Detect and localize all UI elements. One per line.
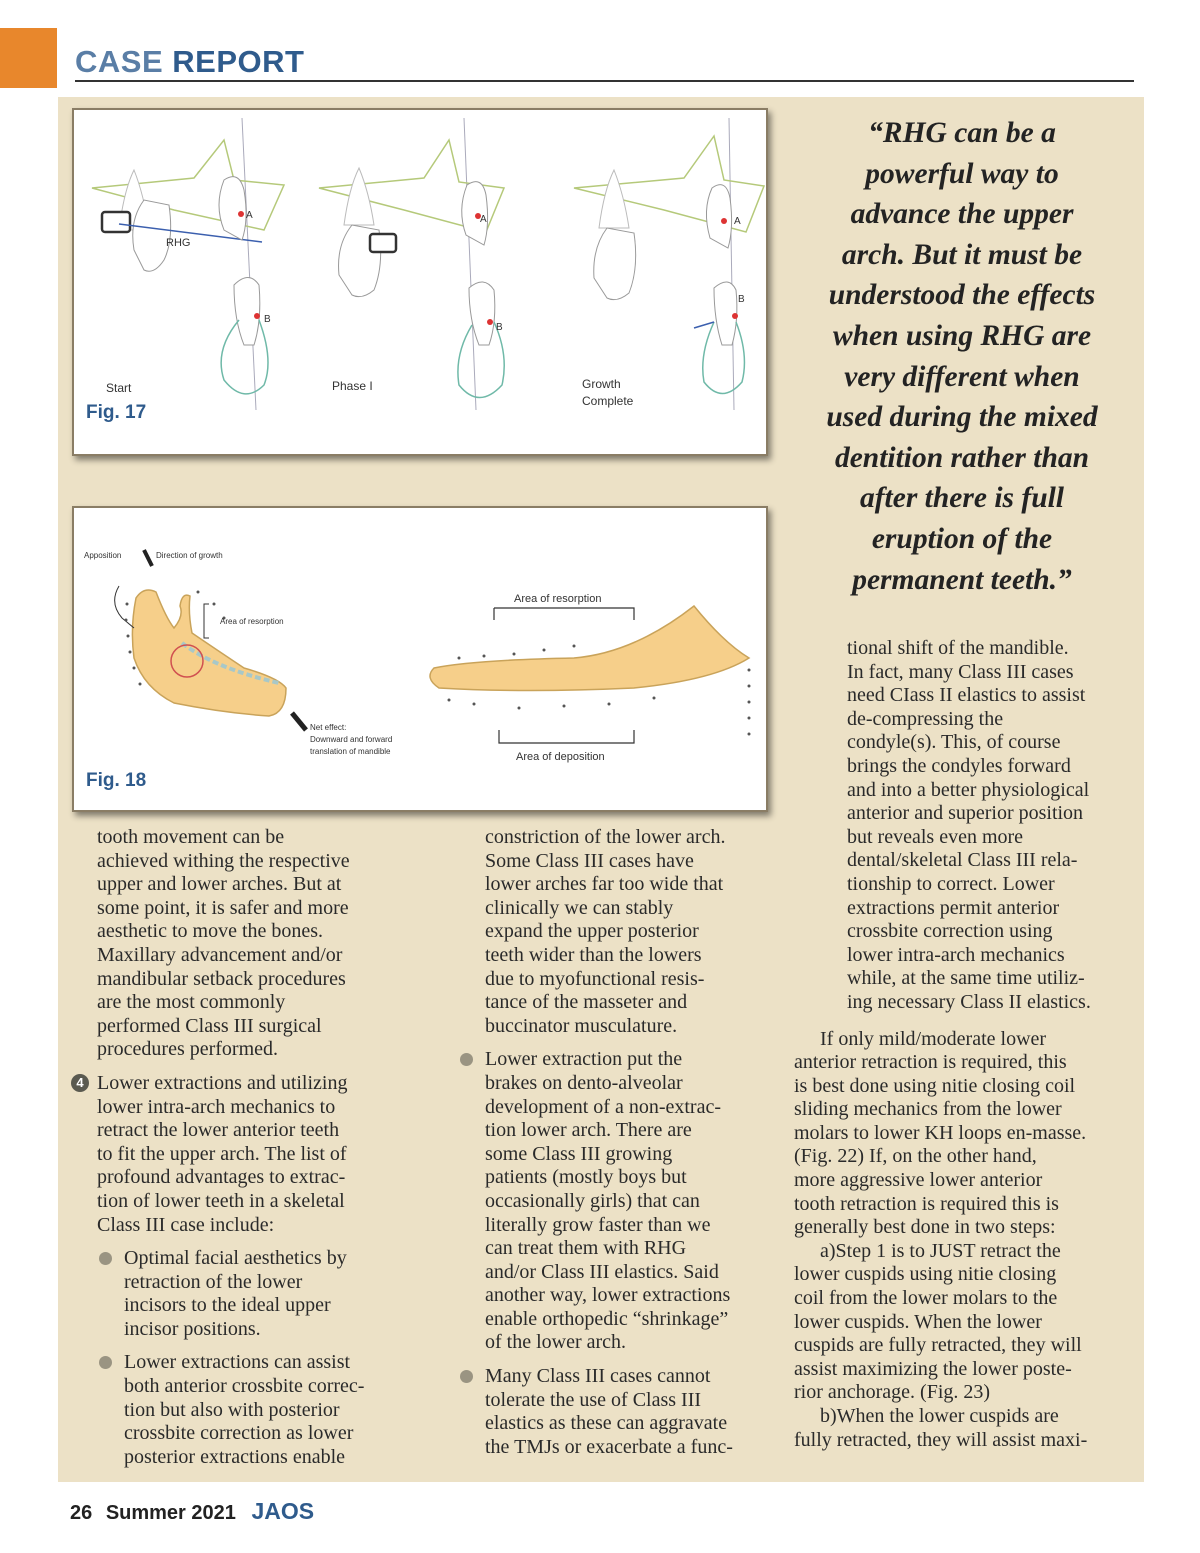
text-line: Many Class III cases cannot bbox=[485, 1365, 711, 1388]
text-line: lower intra-arch mechanics to bbox=[97, 1095, 336, 1118]
text-line: de-compressing the bbox=[847, 707, 1004, 730]
bullet-dot bbox=[99, 1252, 112, 1265]
text-line: tooth movement can be bbox=[97, 826, 285, 848]
text-line: buccinator musculature. bbox=[485, 1014, 678, 1037]
column-1 bbox=[76, 826, 417, 1469]
text-line: extractions permit anterior bbox=[847, 896, 1060, 919]
text-line: some point, it is safer and more bbox=[97, 896, 349, 919]
rhg-label: RHG bbox=[166, 237, 191, 249]
text-line: Class III case include: bbox=[97, 1213, 275, 1236]
quote-line: very different when bbox=[844, 360, 1080, 393]
text-line: molars to lower KH loops en-masse. bbox=[794, 1121, 1087, 1144]
text-line: and into a better physiological bbox=[847, 778, 1090, 801]
text-line: performed Class III surgical bbox=[97, 1014, 322, 1037]
text-line: anterior and superior position bbox=[847, 802, 1084, 825]
text-line: (Fig. 22) If, on the other hand, bbox=[794, 1145, 1037, 1168]
point-a-label: A bbox=[734, 216, 741, 227]
column-2 bbox=[485, 826, 775, 1459]
quote-line: “RHG can be a bbox=[868, 117, 1056, 149]
quote-line: dentition rather than bbox=[834, 441, 1090, 474]
text-line: crossbite correction using bbox=[847, 920, 1053, 943]
col2-paragraph bbox=[485, 826, 775, 1038]
text-line: literally grow faster than we bbox=[485, 1213, 711, 1236]
text-line: but reveals even more bbox=[847, 825, 1024, 848]
text-line: tooth retraction is required this is bbox=[794, 1192, 1059, 1215]
col3-paragraph bbox=[794, 637, 1139, 1015]
text-line: tance of the masseter and bbox=[485, 991, 688, 1014]
text-line: another way, lower extractions bbox=[485, 1284, 731, 1307]
text-line: tionship to correct. Lower bbox=[847, 872, 1055, 895]
text-line: tion but also with posterior bbox=[124, 1398, 340, 1421]
quote-line: understood the effects bbox=[828, 279, 1096, 312]
numbered-item-4 bbox=[76, 1071, 417, 1237]
text-line: both anterior crossbite correc- bbox=[124, 1375, 365, 1398]
ramus-cross-section bbox=[430, 606, 751, 743]
text-line: crossbite correction as lower bbox=[124, 1422, 354, 1445]
text-line: retract the lower anterior teeth bbox=[97, 1119, 340, 1142]
point-a-label: A bbox=[246, 210, 253, 221]
bullet-item bbox=[485, 1365, 775, 1459]
text-line: achieved withing the respective bbox=[97, 849, 350, 872]
mandible-illustration bbox=[115, 550, 306, 730]
text-line: anterior retraction is required, this bbox=[794, 1051, 1067, 1074]
col1-paragraph bbox=[97, 826, 417, 1062]
text-line: tion of lower teeth in a skeletal bbox=[97, 1189, 345, 1212]
point-b-label: B bbox=[738, 294, 745, 305]
panel-label-complete: Complete bbox=[582, 394, 634, 408]
page-number: 26 bbox=[70, 1502, 93, 1524]
point-a-label: A bbox=[480, 214, 487, 225]
area-resorption-small-label: Area of resorption bbox=[220, 617, 284, 626]
text-line: cuspids are fully retracted, they will bbox=[794, 1334, 1082, 1357]
figure-18 bbox=[72, 506, 768, 812]
quote-line: used during the mixed bbox=[826, 401, 1098, 434]
text-line: are the most commonly bbox=[97, 991, 286, 1014]
panel-start bbox=[92, 118, 284, 410]
text-line: coil from the lower molars to the bbox=[794, 1287, 1058, 1310]
text-line: Optimal facial aesthetics by bbox=[124, 1247, 347, 1270]
text-line: sliding mechanics from the lower bbox=[794, 1098, 1062, 1121]
panel-growth-complete bbox=[574, 118, 764, 410]
text-line: clinically we can stably bbox=[485, 896, 674, 919]
text-line: In fact, many Class III cases bbox=[847, 660, 1074, 683]
text-line: the TMJs or exacerbate a func- bbox=[485, 1435, 733, 1458]
text-line: tional shift of the mandible. bbox=[847, 637, 1069, 659]
text-line: dental/skeletal Class III rela- bbox=[847, 849, 1078, 872]
net-effect-detail-1: Downward and forward bbox=[310, 735, 393, 744]
header-rule bbox=[75, 80, 1134, 82]
quote-line: when using RHG are bbox=[832, 319, 1092, 352]
page-footer bbox=[70, 1498, 314, 1525]
quote-line: eruption of the bbox=[871, 522, 1053, 555]
text-line: constriction of the lower arch. bbox=[485, 826, 726, 848]
figure-18-diagram bbox=[74, 508, 766, 810]
quote-line: after there is full bbox=[859, 482, 1065, 515]
text-line: retraction of the lower bbox=[124, 1270, 303, 1293]
figure-18-label: Fig. 18 bbox=[86, 770, 147, 791]
text-line: If only mild/moderate lower bbox=[820, 1027, 1047, 1050]
text-line: assist maximizing the lower poste- bbox=[794, 1357, 1072, 1380]
bullet-item bbox=[485, 1048, 775, 1355]
text-line: upper and lower arches. But at bbox=[97, 873, 342, 896]
text-line: Lower extractions can assist bbox=[124, 1351, 351, 1374]
col3-paragraph bbox=[794, 1240, 1139, 1405]
text-line: Lower extraction put the bbox=[485, 1048, 683, 1071]
text-line: lower cuspids using nitie closing bbox=[794, 1263, 1057, 1286]
panel-label-phase-1: Phase I bbox=[332, 379, 373, 393]
bullet-dot bbox=[99, 1356, 112, 1369]
text-line: Some Class III cases have bbox=[485, 849, 694, 872]
text-line: occasionally girls) that can bbox=[485, 1189, 700, 1212]
text-line: can treat them with RHG bbox=[485, 1237, 687, 1260]
pull-quote bbox=[796, 113, 1128, 600]
text-line: a)Step 1 is to JUST retract the bbox=[820, 1239, 1061, 1262]
text-line: development of a non-extrac- bbox=[485, 1095, 722, 1118]
text-line: incisors to the ideal upper bbox=[124, 1294, 331, 1317]
figure-17 bbox=[72, 108, 768, 456]
net-effect-detail-2: translation of mandible bbox=[310, 747, 391, 756]
text-line: brakes on dento-alveolar bbox=[485, 1071, 683, 1094]
text-line: brings the condyles forward bbox=[847, 754, 1071, 777]
quote-line: arch. But it must be bbox=[841, 238, 1083, 271]
text-line: lower arches far too wide that bbox=[485, 873, 724, 896]
quote-line: advance the upper bbox=[850, 198, 1074, 231]
text-line: while, at the same time utiliz- bbox=[847, 967, 1085, 990]
bullet-item bbox=[97, 1351, 417, 1469]
text-line: patients (mostly boys but bbox=[485, 1166, 687, 1189]
column-3 bbox=[794, 637, 1139, 1452]
panel-label-growth: Growth bbox=[582, 377, 621, 391]
header-word-case: CASE bbox=[75, 44, 164, 79]
item-number-badge: 4 bbox=[71, 1074, 89, 1092]
text-line: rior anchorage. (Fig. 23) bbox=[794, 1381, 991, 1404]
text-line: and/or Class III elastics. Said bbox=[485, 1260, 719, 1283]
text-line: to fit the upper arch. The list of bbox=[97, 1142, 347, 1165]
section-header bbox=[75, 44, 304, 80]
point-b-label: B bbox=[264, 314, 271, 325]
text-line: aesthetic to move the bones. bbox=[97, 920, 324, 943]
text-line: tion lower arch. There are bbox=[485, 1119, 692, 1142]
journal-name: JAOS bbox=[251, 1498, 315, 1524]
text-line: teeth wider than the lowers bbox=[485, 943, 702, 966]
direction-label: Direction of growth bbox=[156, 551, 223, 560]
area-resorption-label: Area of resorption bbox=[514, 593, 602, 605]
bullet-dot bbox=[460, 1370, 473, 1383]
col3-paragraph bbox=[794, 1028, 1139, 1240]
quote-line: permanent teeth.” bbox=[852, 563, 1072, 596]
text-line: profound advantages to extrac- bbox=[97, 1166, 346, 1189]
text-line: lower cuspids. When the lower bbox=[794, 1310, 1042, 1333]
text-line: elastics as these can aggravate bbox=[485, 1412, 728, 1435]
text-line: some Class III growing bbox=[485, 1142, 673, 1165]
text-line: expand the upper posterior bbox=[485, 920, 699, 943]
text-line: is best done using nitie closing coil bbox=[794, 1074, 1076, 1097]
text-line: need CIass II elastics to assist bbox=[847, 684, 1086, 707]
text-line: lower intra-arch mechanics bbox=[847, 943, 1065, 966]
panel-phase-1 bbox=[319, 118, 504, 410]
orange-tab bbox=[0, 28, 57, 88]
panel-label-start: Start bbox=[106, 381, 132, 395]
text-line: mandibular setback procedures bbox=[97, 967, 346, 990]
text-line: Maxillary advancement and/or bbox=[97, 943, 343, 966]
figure-17-diagram bbox=[74, 110, 766, 454]
apposition-label: Apposition bbox=[84, 551, 122, 560]
text-line: due to myofunctional resis- bbox=[485, 967, 705, 990]
header-word-report: REPORT bbox=[172, 44, 305, 79]
issue-label: Summer 2021 bbox=[105, 1502, 236, 1524]
bullet-item bbox=[97, 1247, 417, 1341]
text-line: enable orthopedic “shrinkage” bbox=[485, 1307, 729, 1330]
quote-line: powerful way to bbox=[865, 157, 1059, 190]
text-line: of the lower arch. bbox=[485, 1331, 627, 1354]
net-effect-label: Net effect: bbox=[310, 723, 347, 732]
text-line: posterior extractions enable bbox=[124, 1445, 346, 1468]
text-line: generally best done in two steps: bbox=[794, 1216, 1056, 1239]
point-b-label: B bbox=[496, 322, 503, 333]
text-line: ing necessary Class II elastics. bbox=[847, 990, 1091, 1013]
text-line: more aggressive lower anterior bbox=[794, 1169, 1043, 1192]
text-line: condyle(s). This, of course bbox=[847, 731, 1061, 754]
col3-paragraph bbox=[794, 1405, 1139, 1452]
area-deposition-label: Area of deposition bbox=[516, 751, 605, 763]
text-line: fully retracted, they will assist maxi- bbox=[794, 1428, 1088, 1451]
text-line: procedures performed. bbox=[97, 1038, 279, 1061]
text-line: tolerate the use of Class III bbox=[485, 1388, 702, 1411]
text-line: b)When the lower cuspids are bbox=[820, 1405, 1059, 1427]
text-line: Lower extractions and utilizing bbox=[97, 1071, 348, 1094]
text-line: incisor positions. bbox=[124, 1317, 261, 1340]
figure-17-label: Fig. 17 bbox=[86, 402, 147, 423]
